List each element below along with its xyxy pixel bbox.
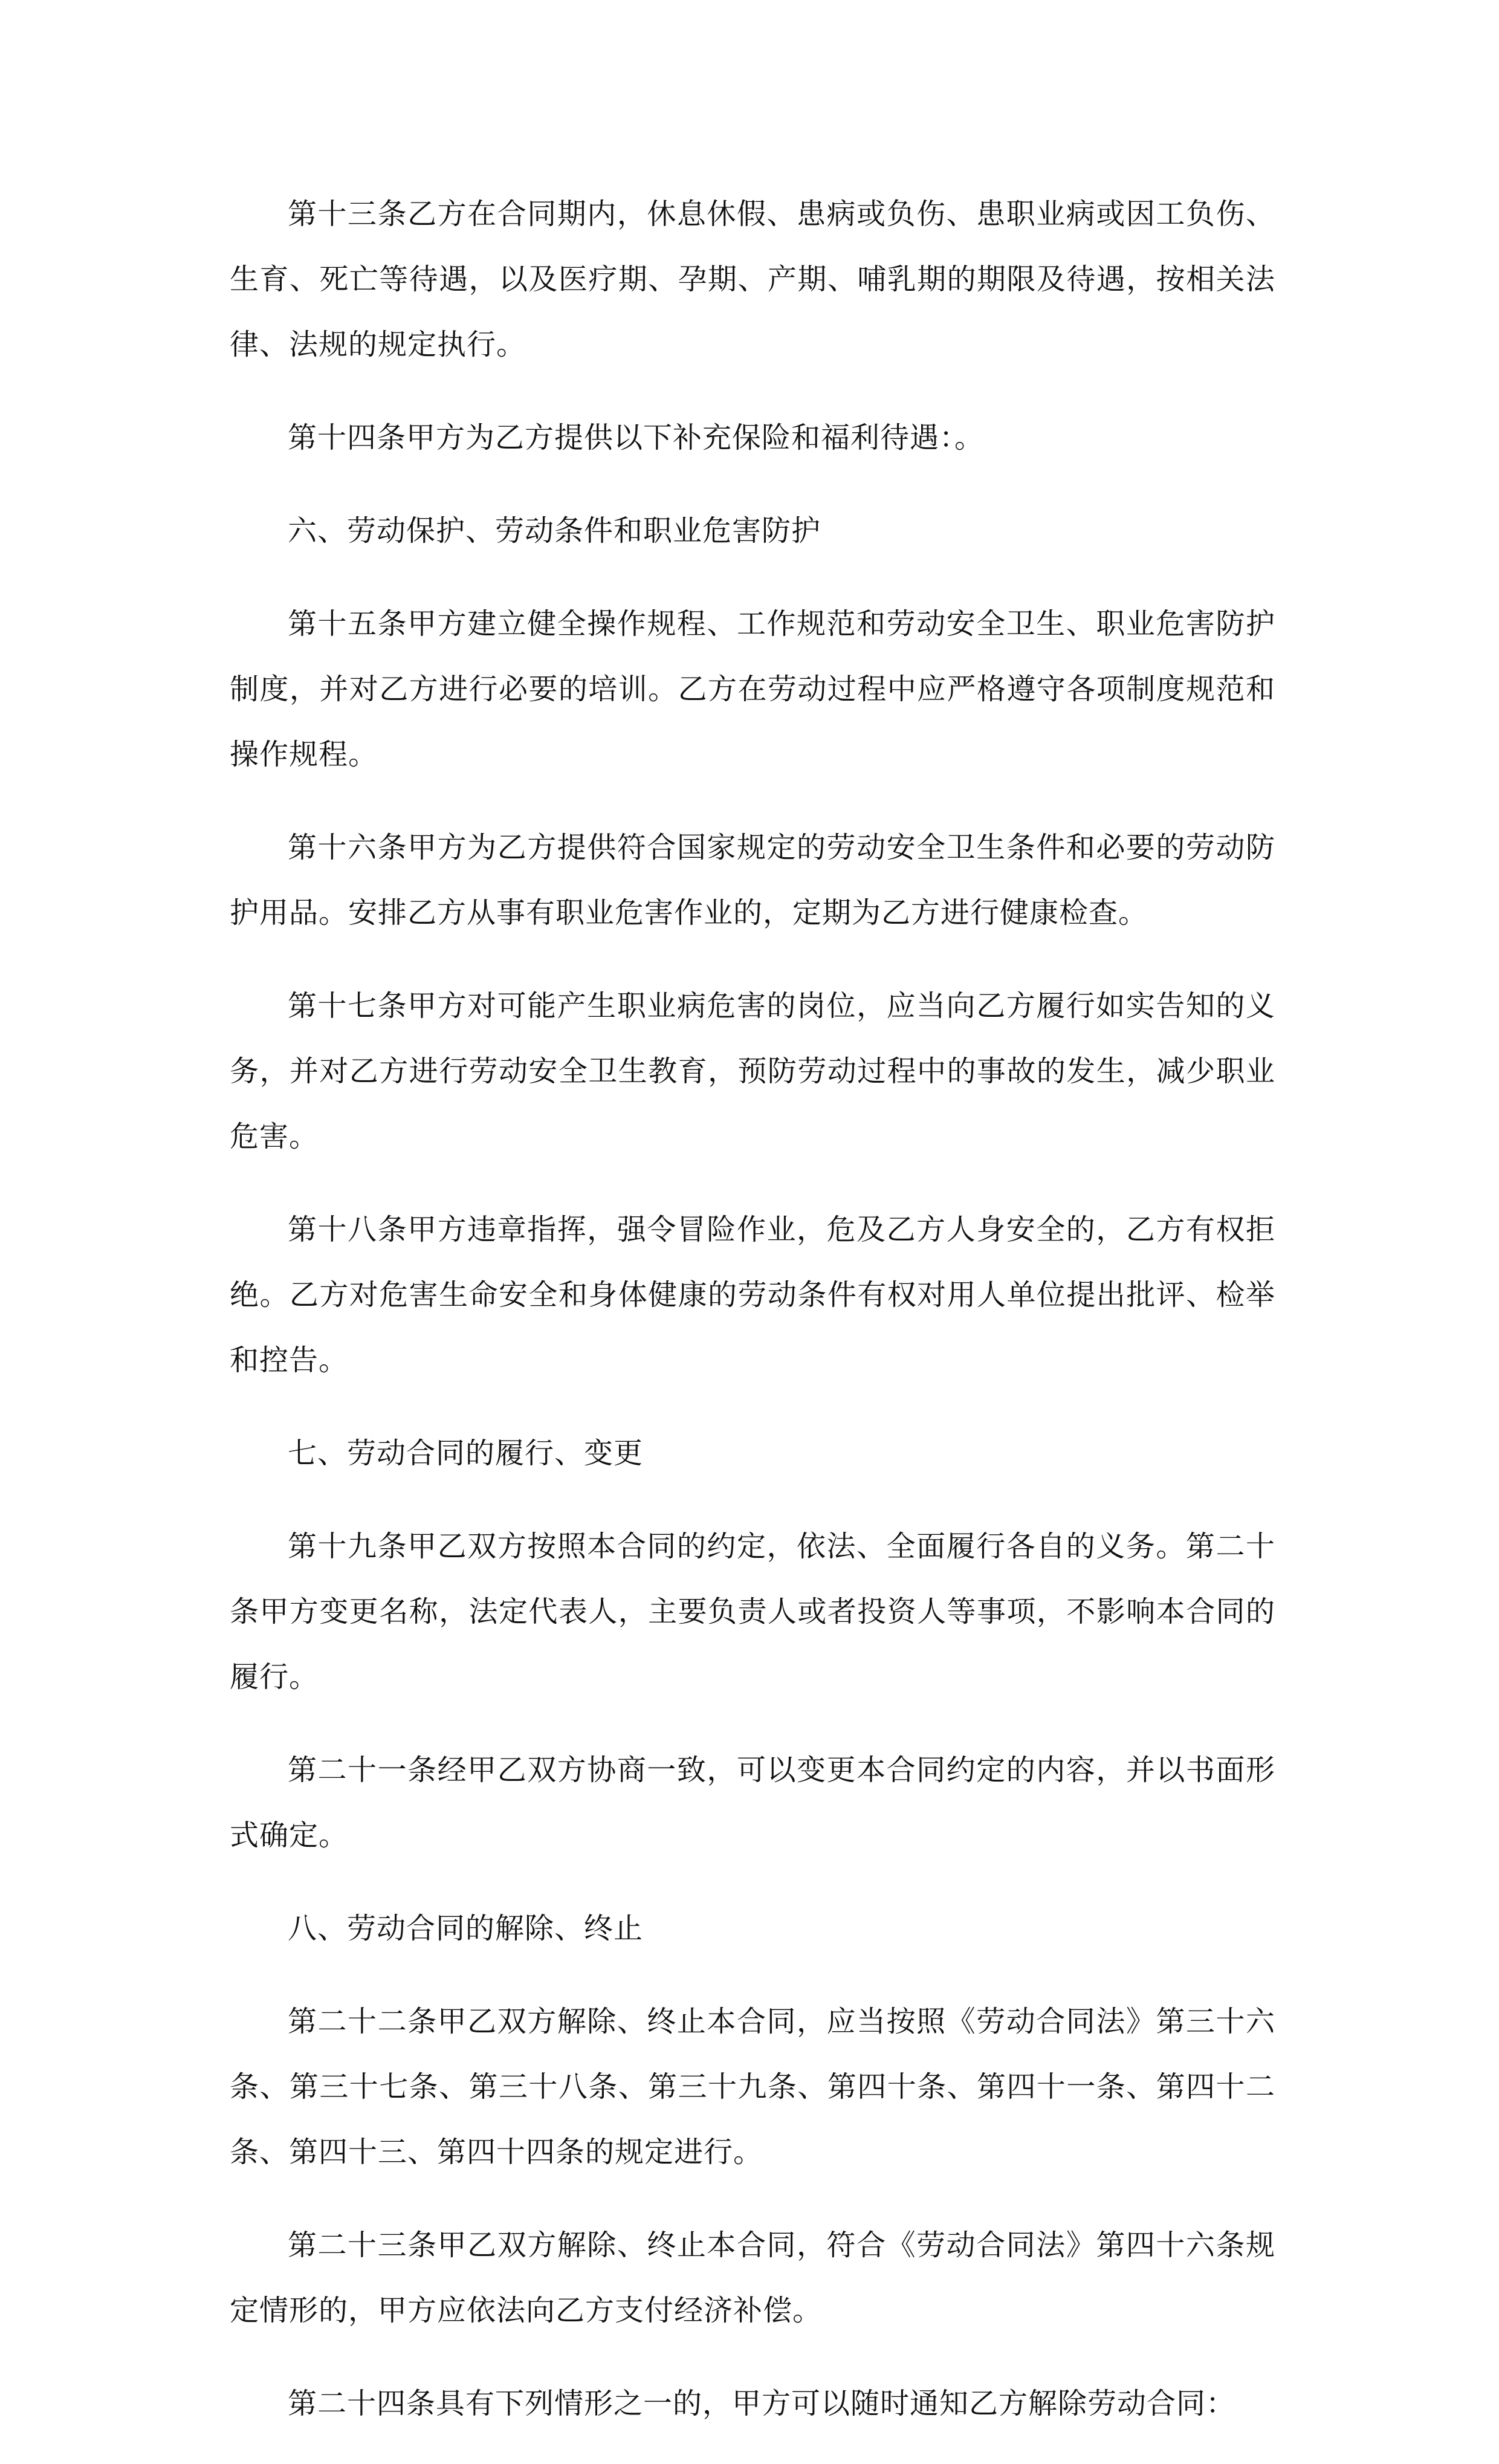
clause-17: 第十七条甲方对可能产生职业病危害的岗位，应当向乙方履行如实告知的义务，并对乙方进行劳动安全卫生教育，预防劳动过程中的事故的发生，减少职业危害。: [230, 989, 1275, 1153]
clause-21: 第二十一条经甲乙双方协商一致，可以变更本合同约定的内容，并以书面形式确定。: [230, 1753, 1275, 1852]
clause-22: 第二十二条甲乙双方解除、终止本合同，应当按照《劳动合同法》第三十六条、第三十七条、第三十八条、第三十九条、第四十条、第四十一条、第四十二条、第四十三、第四十四条的规定进行。: [230, 2005, 1275, 2169]
section-heading-6: 六、劳动保护、劳动条件和职业危害防护: [288, 514, 821, 548]
clause-23: 第二十三条甲乙双方解除、终止本合同，符合《劳动合同法》第四十六条规定情形的，甲方应依法向乙方支付经济补偿。: [230, 2228, 1275, 2327]
section-heading-8: 八、劳动合同的解除、终止: [288, 1911, 644, 1945]
clause-16: 第十六条甲方为乙方提供符合国家规定的劳动安全卫生条件和必要的劳动防护用品。安排乙方从事有职业危害作业的，定期为乙方进行健康检查。: [230, 831, 1275, 930]
clause-24: 第二十四条具有下列情形之一的，甲方可以随时通知乙方解除劳动合同：: [288, 2387, 1236, 2420]
clause-15: 第十五条甲方建立健全操作规程、工作规范和劳动安全卫生、职业危害防护制度，并对乙方进行必要的培训。乙方在劳动过程中应严格遵守各项制度规范和操作规程。: [230, 607, 1275, 771]
clause-13: 第十三条乙方在合同期内，休息休假、患病或负伤、患职业病或因工负伤、生育、死亡等待遇，以及医疗期、孕期、产期、哺乳期的期限及待遇，按相关法律、法规的规定执行。: [230, 197, 1275, 361]
clause-19-20: 第十九条甲乙双方按照本合同的约定，依法、全面履行各自的义务。第二十条甲方变更名称，法定代表人，主要负责人或者投资人等事项，不影响本合同的履行。: [230, 1529, 1275, 1694]
clause-18: 第十八条甲方违章指挥，强令冒险作业，危及乙方人身安全的，乙方有权拒绝。乙方对危害生命安全和身体健康的劳动条件有权对用人单位提出批评、检举和控告。: [230, 1213, 1275, 1377]
clause-14: 第十四条甲方为乙方提供以下补充保险和福利待遇：。: [288, 421, 985, 455]
document-body: [230, 181, 1275, 2464]
section-heading-7: 七、劳动合同的履行、变更: [288, 1436, 644, 1470]
